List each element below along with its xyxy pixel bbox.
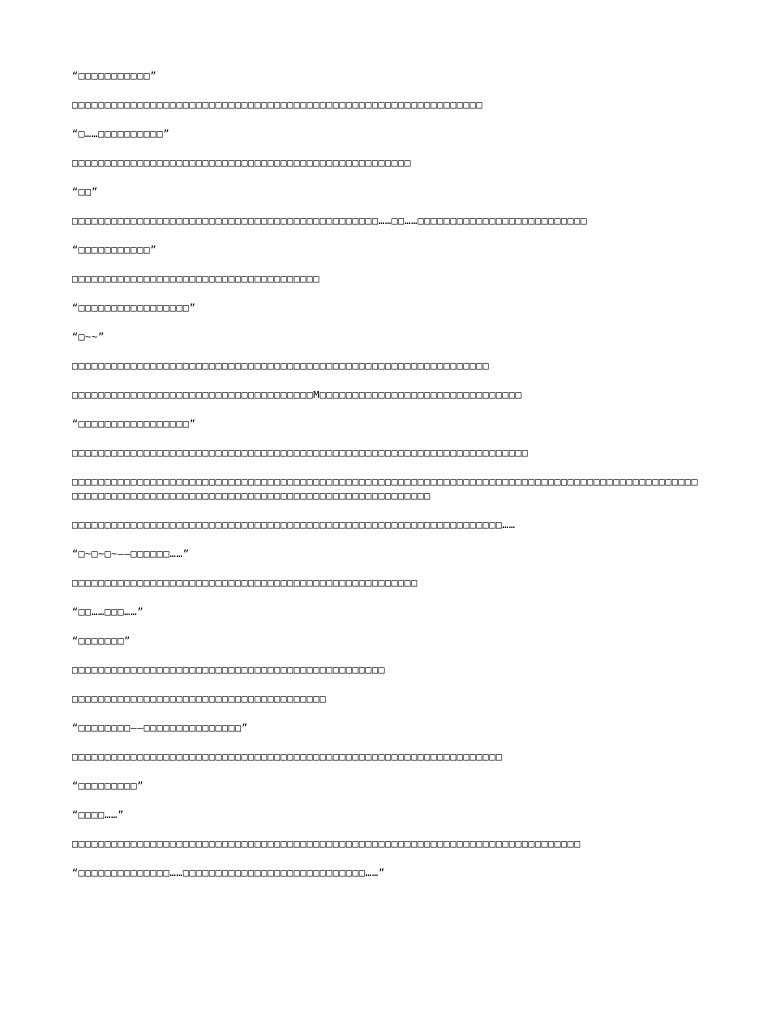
paragraph-21: □□□□□□□□□□□□□□□□□□□□□□□□□□□□□□□□□□□□□□□□□□□□□□□□	[72, 665, 385, 676]
paragraph-22: □□□□□□□□□□□□□□□□□□□□□□□□□□□□□□□□□□□□□□□	[72, 694, 327, 705]
paragraph-19: “□□……□□□……”	[72, 607, 144, 618]
paragraph-4: □□□□□□□□□□□□□□□□□□□□□□□□□□□□□□□□□□□□□□□□□□□□□□□□□□□□	[72, 158, 412, 169]
paragraph-23: “□□□□□□□□——□□□□□□□□□□□□□□□”	[72, 723, 249, 734]
paragraph-13: “□□□□□□□□□□□□□□□□□”	[72, 419, 196, 430]
paragraph-3: “□……□□□□□□□□□□”	[72, 129, 170, 140]
paragraph-2: □□□□□□□□□□□□□□□□□□□□□□□□□□□□□□□□□□□□□□□□□□□□□□□□□□□□□□□□□□□□□□□	[72, 100, 483, 111]
paragraph-16: □□□□□□□□□□□□□□□□□□□□□□□□□□□□□□□□□□□□□□□□□□□□□□□□□□□□□□□□□□□□□□□□□□……	[72, 520, 516, 531]
paragraph-27: □□□□□□□□□□□□□□□□□□□□□□□□□□□□□□□□□□□□□□□□□□□□□□□□□□□□□□□□□□□□□□□□□□□□□□□□□□□□□□	[72, 839, 581, 850]
paragraph-7: “□□□□□□□□□□□”	[72, 245, 157, 256]
paragraph-18: □□□□□□□□□□□□□□□□□□□□□□□□□□□□□□□□□□□□□□□□□□□□□□□□□□□□□	[72, 578, 418, 589]
paragraph-17: “□~□~□~——□□□□□□……”	[72, 549, 190, 560]
paragraph-20: “□□□□□□□”	[72, 636, 131, 647]
paragraph-24: □□□□□□□□□□□□□□□□□□□□□□□□□□□□□□□□□□□□□□□□□□□□□□□□□□□□□□□□□□□□□□□□□□	[72, 752, 503, 763]
paragraph-9: “□□□□□□□□□□□□□□□□□”	[72, 303, 196, 314]
paragraph-25: “□□□□□□□□□”	[72, 781, 144, 792]
paragraph-28: “□□□□□□□□□□□□□□……□□□□□□□□□□□□□□□□□□□□□□□□□□□□……”	[72, 868, 385, 879]
paragraph-10: “□~~”	[72, 332, 105, 343]
paragraph-8: □□□□□□□□□□□□□□□□□□□□□□□□□□□□□□□□□□□□□□	[72, 274, 320, 285]
paragraph-14: □□□□□□□□□□□□□□□□□□□□□□□□□□□□□□□□□□□□□□□□□□□□□□□□□□□□□□□□□□□□□□□□□□□□□□	[72, 448, 529, 459]
paragraph-6: □□□□□□□□□□□□□□□□□□□□□□□□□□□□□□□□□□□□□□□□□□□□□□□……□□……□□□□□□□□□□□□□□□□□□□□□□□□□□	[72, 216, 588, 227]
paragraph-12: □□□□□□□□□□□□□□□□□□□□□□□□□□□□□□□□□□□□□M□□□□□□□□□□□□□□□□□□□□□□□□□□□□□□□	[72, 390, 522, 401]
paragraph-1: “□□□□□□□□□□□”	[72, 71, 157, 82]
paragraph-26: “□□□□……”	[72, 810, 125, 821]
paragraph-11: □□□□□□□□□□□□□□□□□□□□□□□□□□□□□□□□□□□□□□□□□□□□□□□□□□□□□□□□□□□□□□□□	[72, 361, 490, 372]
paragraph-5: “□□”	[72, 187, 99, 198]
paragraph-15: □□□□□□□□□□□□□□□□□□□□□□□□□□□□□□□□□□□□□□□□□□□□□□□□□□□□□□□□□□□□□□□□□□□□□□□□□□□□□□□□□□□□□□□□□□□□□□□□□□□□□□□□□□□□□□□□□□□□□□□□□□□□□□□□□□□□□□□□□□□□□□□□□□□□□□□	[72, 477, 698, 502]
